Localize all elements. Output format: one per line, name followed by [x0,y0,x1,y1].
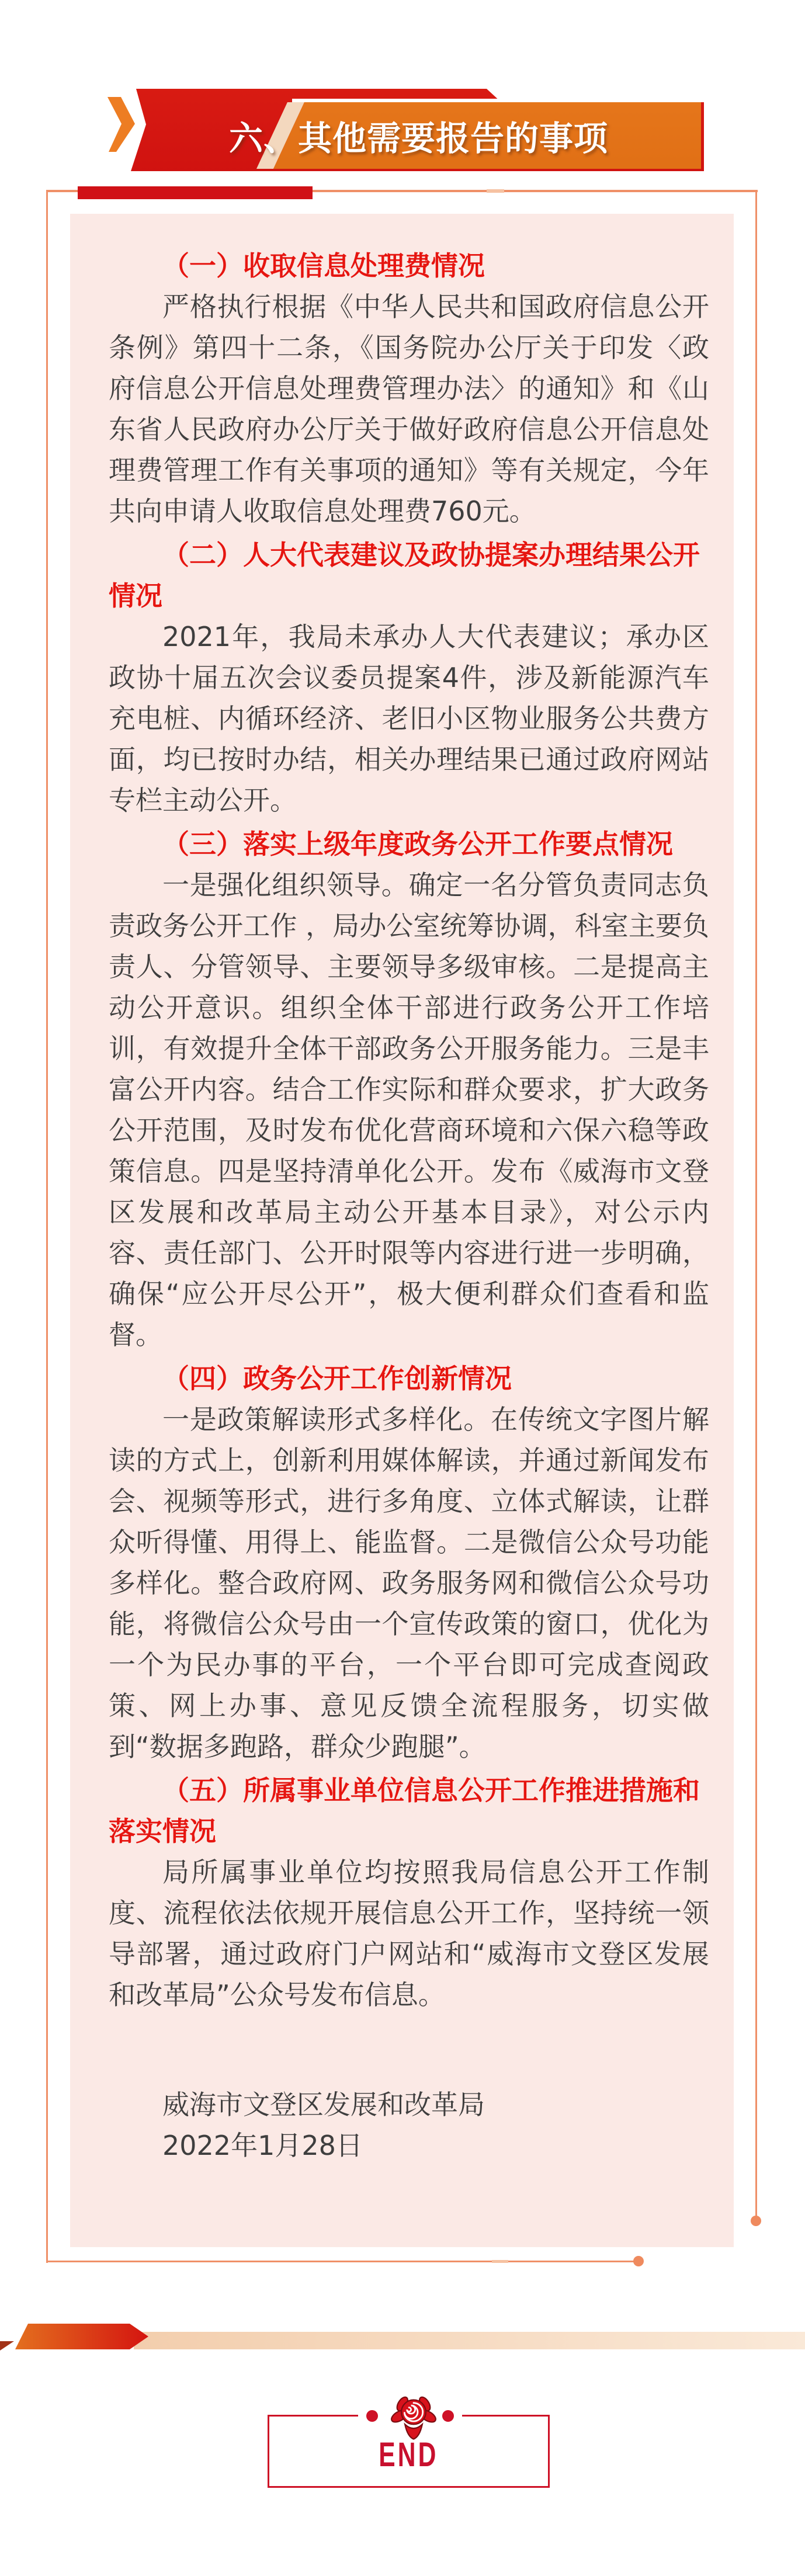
section-paragraph-2: 2021年，我局未承办人大代表建议；承办区政协十届五次会议委员提案4件，涉及新能源汽车充电桩、内循环经济、老旧小区物业服务公共费方面，均已按时办结，相关办理结果已通过政府网站专栏主动公开。 [109,621,709,816]
end-box [268,2415,550,2488]
frame-bottom-dot [633,2256,644,2266]
top-rule-highlight [487,189,504,193]
end-right-dot [442,2410,454,2422]
end-left-dot [366,2410,378,2422]
header-banner [0,0,805,175]
divider-ribbon [9,2324,150,2349]
section-paragraph-5: 局所属事业单位均按照我局信息公开工作制度、流程依法依规开展信息公开工作，坚持统一领导部署，通过政府门户网站和“威海市文登区发展和改革局”公众号发布信息。 [109,1856,709,2011]
frame-right-line [755,190,757,2221]
section-heading-1: （一）收取信息处理费情况 [162,250,485,282]
divider-fold [0,2341,14,2351]
frame-right-dot [751,2216,761,2226]
section-heading-5: （五）所属事业单位信息公开工作推进措施和落实情况 [109,1775,700,1847]
section-heading-4: （四）政务公开工作创新情况 [162,1363,512,1394]
signature: 威海市文登区发展和改革局 [162,2089,485,2120]
section-heading-2: （二）人大代表建议及政协提案办理结果公开情况 [109,539,700,612]
end-label: END [379,2436,439,2474]
divider-strip [134,2332,805,2349]
signature-date: 2022年1月28日 [162,2130,363,2161]
section-heading-3: （三）落实上级年度政务公开工作要点情况 [162,828,673,860]
frame-bottom-line [46,2261,639,2262]
content-panel [70,214,734,2247]
frame-bottom-highlight [492,2260,508,2263]
section-paragraph-4: 一是政策解读形式多样化。在传统文字图片解读的方式上，创新利用媒体解读，并通过新闻发布会、视频等形式，进行多角度、立体式解读，让群众听得懂、用得上、能监督。二是微信公众号功能多样化。整合政府网、政务服务网和微信公众号功能，将微信公众号由一个宣传政策的窗口，优化为一个为民办事的平台，一个平台即可完成查阅政策、网上办事、意见反馈全流程服务，切实做到“数据多跑路，群众少跑腿”。 [109,1404,709,1762]
section-paragraph-3: 一是强化组织领导。确定一名分管负责同志负责政务公开工作 ，局办公室统筹协调，科室主要负责人、分管领导、主要领导多级审核。二是提高主动公开意识。组织全体干部进行政务公开工作培训，有效提升全体干部政务公开服务能力。三是丰富公开内容。结合工作实际和群众要求，扩大政务公开范围，及时发布优化营商环境和六保六稳等政策信息。四是坚持清单化公开。发布《威海市文登区发展和改革局主动公开基本目录》，对公示内容、责任部门、公开时限等内容进行进一步明确，确保“应公开尽公开”，极大便利群众们查看和监督。 [109,869,709,1351]
frame-left-line [46,190,48,2263]
banner-separator [292,99,704,102]
footer-divider [0,2324,805,2351]
page-title: 六、其他需要报告的事项 [229,119,609,158]
section-paragraph-1: 严格执行根据《中华人民共和国政府信息公开条例》第四十二条，《国务院办公厅关于印发〈政府信息公开信息处理费管理办法〉的通知》和《山东省人民政府办公厅关于做好政府信息公开信息处理费管理工作有关事项的通知》等有关规定，今年共向申请人收取信息处理费760元。 [109,291,709,527]
red-accent-bar [78,186,313,199]
